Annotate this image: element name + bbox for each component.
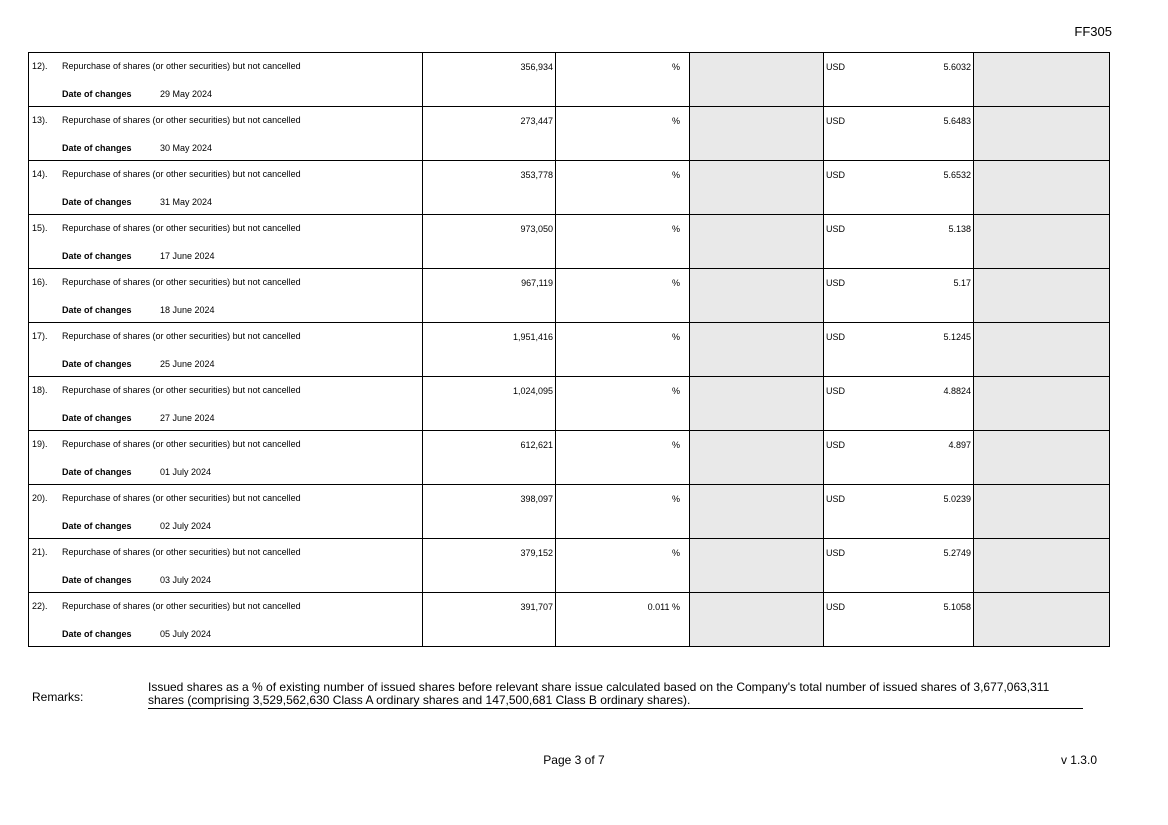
event-description: Repurchase of shares (or other securities) but not cancelled [62, 331, 301, 341]
table-row [29, 269, 1110, 323]
date-of-changes-value: 27 June 2024 [160, 413, 215, 423]
shares-cell: 379,152 [423, 539, 556, 593]
event-description: Repurchase of shares (or other securities) but not cancelled [62, 277, 301, 287]
event-description: Repurchase of shares (or other securities) but not cancelled [62, 547, 301, 557]
blank-grey-cell [690, 539, 824, 593]
date-of-changes-value: 18 June 2024 [160, 305, 215, 315]
date-of-changes-label: Date of changes [62, 305, 132, 315]
blank-grey-cell [974, 593, 1110, 647]
price-cell [824, 269, 974, 323]
price-cell [824, 215, 974, 269]
price-cell [824, 107, 974, 161]
description-cell [29, 593, 423, 647]
currency: USD [826, 62, 846, 72]
date-of-changes-label: Date of changes [62, 521, 132, 531]
date-of-changes-value: 05 July 2024 [160, 629, 212, 639]
date-of-changes-label: Date of changes [62, 197, 132, 207]
currency: USD [826, 170, 846, 180]
shares-cell: 973,050 [423, 215, 556, 269]
shares-cell: 273,447 [423, 107, 556, 161]
description-cell [29, 269, 423, 323]
blank-grey-cell [690, 377, 824, 431]
price-value: 5.6532 [943, 170, 971, 180]
event-description: Repurchase of shares (or other securities) but not cancelled [62, 439, 301, 449]
currency: USD [826, 116, 846, 126]
shares-cell: 356,934 [423, 53, 556, 107]
table-row [29, 539, 1110, 593]
price-cell [824, 161, 974, 215]
date-of-changes-value: 02 July 2024 [160, 521, 212, 531]
shares-cell: 353,778 [423, 161, 556, 215]
date-of-changes-label: Date of changes [62, 251, 132, 261]
price-cell [824, 53, 974, 107]
price-value: 5.1058 [943, 602, 971, 612]
percent-cell: % [556, 107, 690, 161]
table-row [29, 485, 1110, 539]
share-changes-table-body [29, 53, 1110, 647]
price-value: 5.138 [948, 224, 971, 234]
date-of-changes-value: 01 July 2024 [160, 467, 212, 477]
blank-grey-cell [974, 269, 1110, 323]
price-cell [824, 485, 974, 539]
price-value: 5.6483 [943, 116, 971, 126]
row-index: 17). [32, 331, 48, 341]
date-of-changes-value: 17 June 2024 [160, 251, 215, 261]
description-cell [29, 107, 423, 161]
date-of-changes-value: 03 July 2024 [160, 575, 212, 585]
date-of-changes-label: Date of changes [62, 359, 132, 369]
price-cell [824, 539, 974, 593]
remarks-text: Issued shares as a % of existing number of issued shares before relevant share issue calculated based on the Company's total number of issued shares of 3,677,063,311 shares (comprising 3,529,562,630 Class A ordinary shares and 147,500,681 Class B ordinary shares). [148, 681, 1083, 709]
row-index: 19). [32, 439, 48, 449]
shares-cell: 1,951,416 [423, 323, 556, 377]
currency: USD [826, 548, 846, 558]
price-cell [824, 323, 974, 377]
date-of-changes-label: Date of changes [62, 467, 132, 477]
percent-cell: % [556, 323, 690, 377]
shares-cell: 391,707 [423, 593, 556, 647]
currency: USD [826, 494, 846, 504]
row-index: 18). [32, 385, 48, 395]
table-row [29, 53, 1110, 107]
table-row [29, 431, 1110, 485]
table-row [29, 161, 1110, 215]
percent-cell: % [556, 377, 690, 431]
blank-grey-cell [690, 107, 824, 161]
table-row [29, 593, 1110, 647]
table-row [29, 377, 1110, 431]
table-row [29, 323, 1110, 377]
event-description: Repurchase of shares (or other securities) but not cancelled [62, 61, 301, 71]
percent-cell: % [556, 431, 690, 485]
price-cell [824, 431, 974, 485]
price-cell [824, 377, 974, 431]
event-description: Repurchase of shares (or other securities) but not cancelled [62, 385, 301, 395]
percent-cell: 0.011 % [556, 593, 690, 647]
blank-grey-cell [974, 107, 1110, 161]
description-cell [29, 377, 423, 431]
description-cell [29, 323, 423, 377]
price-value: 5.2749 [943, 548, 971, 558]
shares-cell: 612,621 [423, 431, 556, 485]
price-value: 5.6032 [943, 62, 971, 72]
row-index: 22). [32, 601, 48, 611]
price-value: 4.8824 [943, 386, 971, 396]
price-value: 5.0239 [943, 494, 971, 504]
currency: USD [826, 386, 846, 396]
row-index: 20). [32, 493, 48, 503]
blank-grey-cell [690, 485, 824, 539]
blank-grey-cell [974, 377, 1110, 431]
currency: USD [826, 332, 846, 342]
blank-grey-cell [690, 53, 824, 107]
date-of-changes-label: Date of changes [62, 575, 132, 585]
date-of-changes-label: Date of changes [62, 629, 132, 639]
description-cell [29, 215, 423, 269]
blank-grey-cell [974, 539, 1110, 593]
blank-grey-cell [690, 431, 824, 485]
form-version: v 1.3.0 [1060, 753, 1097, 767]
blank-grey-cell [690, 323, 824, 377]
percent-cell: % [556, 215, 690, 269]
date-of-changes-value: 25 June 2024 [160, 359, 215, 369]
blank-grey-cell [974, 215, 1110, 269]
event-description: Repurchase of shares (or other securities) but not cancelled [62, 169, 301, 179]
currency: USD [826, 602, 846, 612]
price-cell [824, 593, 974, 647]
price-value: 5.17 [953, 278, 971, 288]
form-code: FF305 [1074, 24, 1112, 39]
shares-cell: 1,024,095 [423, 377, 556, 431]
blank-grey-cell [974, 161, 1110, 215]
row-index: 12). [32, 61, 48, 71]
blank-grey-cell [690, 269, 824, 323]
date-of-changes-value: 30 May 2024 [160, 143, 213, 153]
page-number: Page 3 of 7 [543, 753, 605, 767]
description-cell [29, 161, 423, 215]
event-description: Repurchase of shares (or other securities) but not cancelled [62, 223, 301, 233]
currency: USD [826, 440, 846, 450]
remarks-label: Remarks: [32, 690, 84, 704]
price-value: 4.897 [948, 440, 971, 450]
description-cell [29, 53, 423, 107]
date-of-changes-label: Date of changes [62, 413, 132, 423]
shares-cell: 967,119 [423, 269, 556, 323]
currency: USD [826, 224, 846, 234]
table-row [29, 107, 1110, 161]
date-of-changes-value: 31 May 2024 [160, 197, 213, 207]
blank-grey-cell [974, 485, 1110, 539]
percent-cell: % [556, 269, 690, 323]
share-changes-table [28, 52, 1110, 647]
currency: USD [826, 278, 846, 288]
price-value: 5.1245 [943, 332, 971, 342]
blank-grey-cell [690, 161, 824, 215]
blank-grey-cell [974, 431, 1110, 485]
blank-grey-cell [690, 215, 824, 269]
row-index: 14). [32, 169, 48, 179]
percent-cell: % [556, 161, 690, 215]
date-of-changes-label: Date of changes [62, 89, 132, 99]
event-description: Repurchase of shares (or other securities) but not cancelled [62, 115, 301, 125]
percent-cell: % [556, 485, 690, 539]
row-index: 13). [32, 115, 48, 125]
description-cell [29, 485, 423, 539]
shares-cell: 398,097 [423, 485, 556, 539]
date-of-changes-label: Date of changes [62, 143, 132, 153]
table-row [29, 215, 1110, 269]
blank-grey-cell [974, 53, 1110, 107]
event-description: Repurchase of shares (or other securities) but not cancelled [62, 493, 301, 503]
event-description: Repurchase of shares (or other securities) but not cancelled [62, 601, 301, 611]
row-index: 21). [32, 547, 48, 557]
blank-grey-cell [974, 323, 1110, 377]
blank-grey-cell [690, 593, 824, 647]
description-cell [29, 539, 423, 593]
date-of-changes-value: 29 May 2024 [160, 89, 213, 99]
row-index: 15). [32, 223, 48, 233]
percent-cell: % [556, 539, 690, 593]
description-cell [29, 431, 423, 485]
percent-cell: % [556, 53, 690, 107]
row-index: 16). [32, 277, 48, 287]
